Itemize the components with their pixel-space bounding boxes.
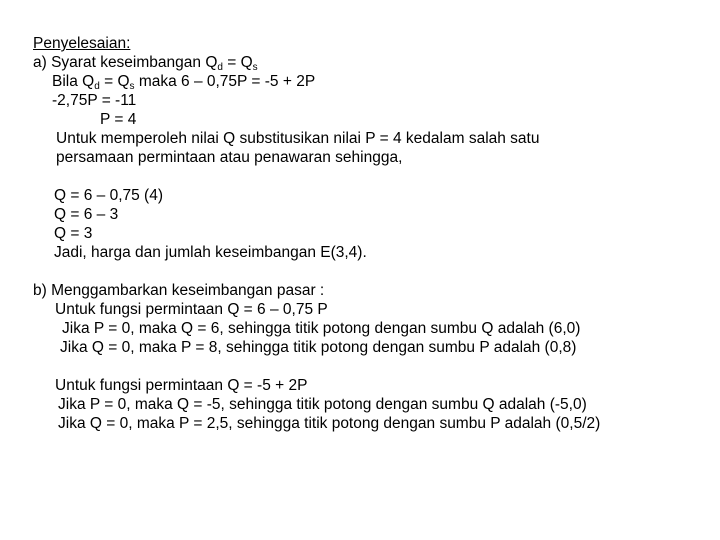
equilibrium-condition-line — [33, 54, 258, 72]
subscript-s: s — [252, 62, 258, 73]
equation-step-2: P = 4 — [100, 111, 137, 128]
supply-function-title: Untuk fungsi permintaan Q = -5 + 2P — [55, 377, 308, 394]
supply-intercept-q: Jika P = 0, maka Q = -5, sehingga titik potong dengan sumbu Q adalah (-5,0) — [58, 396, 587, 413]
demand-intercept-p: Jika Q = 0, maka P = 8, sehingga titik potong dengan sumbu P adalah (0,8) — [60, 339, 577, 356]
subscript-d: d — [94, 81, 100, 92]
equilibrium-condition-text: a) Syarat keseimbangan Q — [33, 54, 218, 71]
substitution-instruction-2: persamaan permintaan atau penawaran sehingga, — [56, 149, 403, 166]
equation-setup-suffix: maka 6 – 0,75P = -5 + 2P — [134, 73, 316, 90]
market-graph-heading: b) Menggambarkan keseimbangan pasar : — [33, 282, 325, 299]
equation-setup-prefix: Bila Q — [52, 73, 95, 90]
equation-setup-line — [52, 73, 315, 91]
calc-step-2: Q = 6 – 3 — [54, 206, 119, 223]
equals-text: = Q — [222, 54, 253, 71]
equilibrium-conclusion: Jadi, harga dan jumlah keseimbangan E(3,4). — [54, 244, 367, 261]
subscript-s: s — [129, 81, 135, 92]
subscript-d: d — [217, 62, 223, 73]
solution-heading: Penyelesaian: — [33, 35, 131, 52]
demand-intercept-q: Jika P = 0, maka Q = 6, sehingga titik potong dengan sumbu Q adalah (6,0) — [62, 320, 581, 337]
demand-function-title: Untuk fungsi permintaan Q = 6 – 0,75 P — [55, 301, 328, 318]
equals-text: = Q — [99, 73, 130, 90]
calc-step-3: Q = 3 — [54, 225, 93, 242]
supply-intercept-p: Jika Q = 0, maka P = 2,5, sehingga titik potong dengan sumbu P adalah (0,5/2) — [58, 415, 601, 432]
substitution-instruction-1: Untuk memperoleh nilai Q substitusikan nilai P = 4 kedalam salah satu — [56, 130, 540, 147]
calc-step-1: Q = 6 – 0,75 (4) — [54, 187, 163, 204]
equation-step-1: -2,75P = -11 — [52, 92, 137, 109]
